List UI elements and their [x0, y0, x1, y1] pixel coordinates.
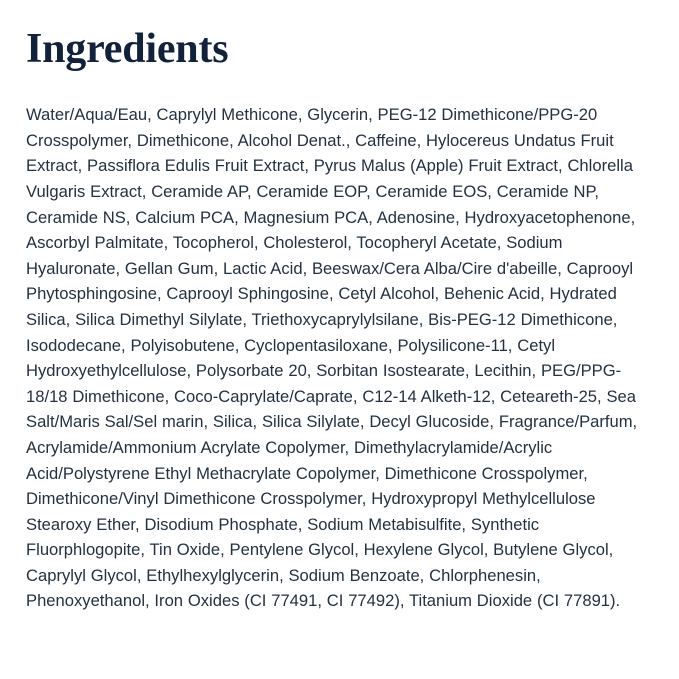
- page-title: Ingredients: [26, 26, 229, 72]
- ingredients-list-text: Water/Aqua/Eau, Caprylyl Methicone, Glycerin, PEG-12 Dimethicone/PPG-20 Crosspolymer, Dimethicone, Alcohol Denat., Caffeine, Hylocereus Undatus Fruit Extract, Passiflora Edulis Fruit Extract, Pyrus Malus (Apple) Fruit Extract, Chlorella Vulgaris Extract, Ceramide AP, Ceramide EOP, Ceramide EOS, Ceramide NP, Ceramide NS, Calcium PCA, Magnesium PCA, Adenosine, Hydroxyacetophenone, Ascorbyl Palmitate, Tocopherol, Cholesterol, Tocopheryl Acetate, Sodium Hyaluronate, Gellan Gum, Lactic Acid, Beeswax/Cera Alba/Cire d'abeille, Caprooyl Phytosphingosine, Caprooyl Sphingosine, Cetyl Alcohol, Behenic Acid, Hydrated Silica, Silica Dimethyl Silylate, Triethoxycaprylylsilane, Bis-PEG-12 Dimethicone, Isododecane, Polyisobutene, Cyclopentasiloxane, Polysilicone-11, Cetyl Hydroxyethylcellulose, Polysorbate 20, Sorbitan Isostearate, Lecithin, PEG/PPG-18/18 Dimethicone, Coco-Caprylate/Caprate, C12-14 Alketh-12, Ceteareth-25, Sea Salt/Maris Sal/Sel marin, Silica, Silica Silylate, Decyl Glucoside, Fragrance/Parfum, Acrylamide/Ammonium Acrylate Copolymer, Dimethylacrylamide/Acrylic Acid/Polystyrene Ethyl Methacrylate Copolymer, Dimethicone Crosspolymer, Dimethicone/Vinyl Dimethicone Crosspolymer, Hydroxypropyl Methylcellulose Stearoxy Ether, Disodium Phosphate, Sodium Metabisulfite, Synthetic Fluorphlogopite, Tin Oxide, Pentylene Glycol, Hexylene Glycol, Butylene Glycol, Caprylyl Glycol, Ethylhexylglycerin, Sodium Benzoate, Chlorphenesin, Phenoxyethanol, Iron Oxides (CI 77491, CI 77492), Titanium Dioxide (CI 77891).: [26, 105, 638, 611]
